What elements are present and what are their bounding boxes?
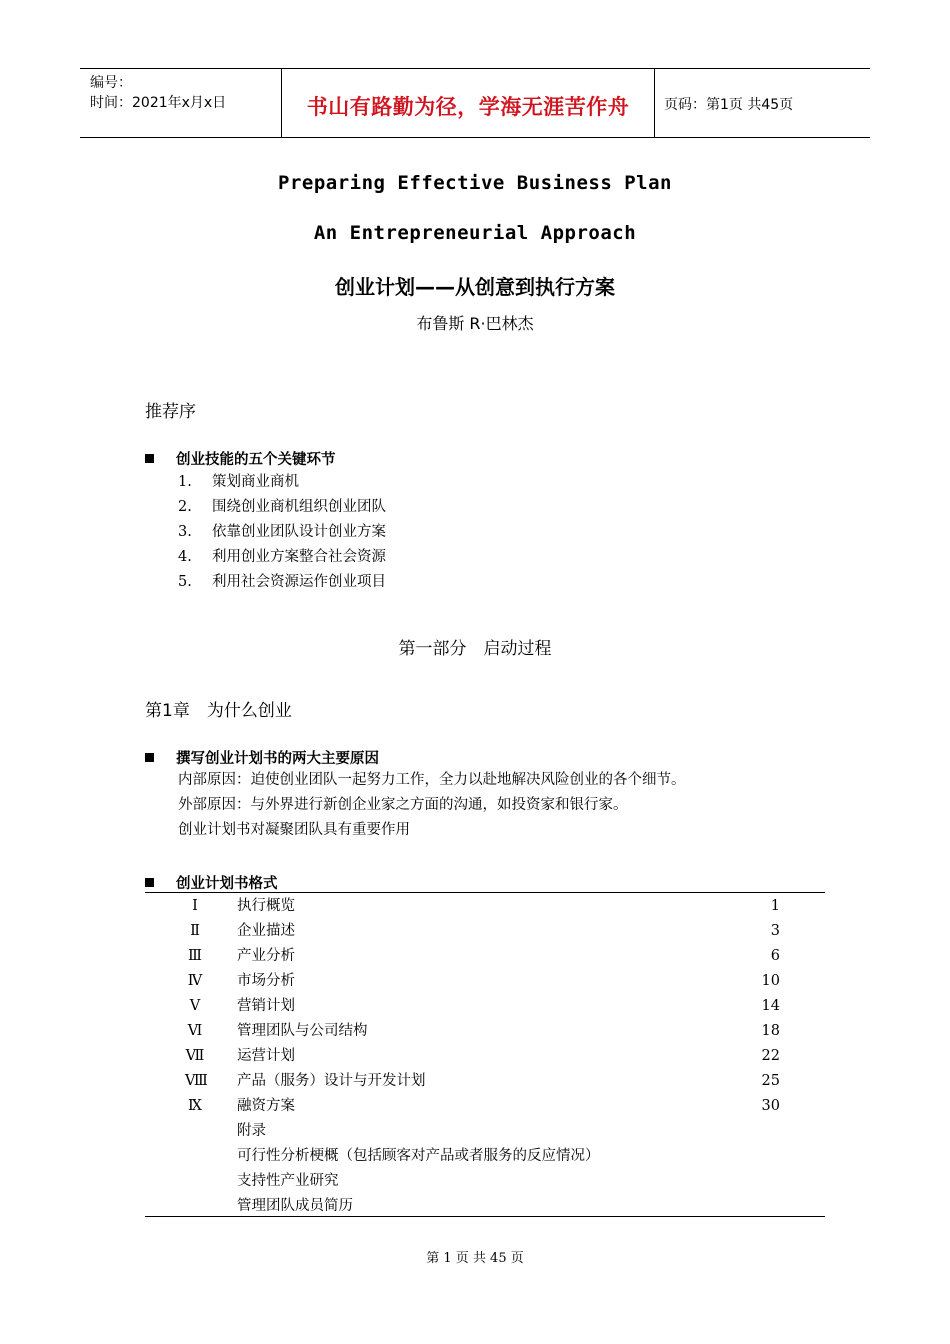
list-item: 1. 策划商业商机 [178,474,299,490]
body-line: 外部原因：与外界进行新创企业家之方面的沟通，如投资家和银行家。 [178,797,628,813]
title-chinese: 创业计划——从创意到执行方案 [335,275,615,299]
table-row: 支持性产业研究 [237,1173,339,1189]
table-top-rule [145,892,825,893]
list-item: 2. 围绕创业商机组织创业团队 [178,499,386,515]
document-header [80,68,870,138]
author: 布鲁斯 R·巴林杰 [416,314,534,333]
table-row: Ⅶ 运营计划 22 [185,1048,780,1064]
table-row: 管理团队成员简历 [237,1198,353,1214]
chapter-heading: 第1章 为什么创业 [145,701,292,721]
table-row: Ⅰ 执行概览 1 [192,898,780,914]
number-label: 编号： [90,75,132,91]
bullet-heading-reasons [145,747,379,768]
title-english-line2: An Entrepreneurial Approach [313,222,637,244]
table-row: 附录 [237,1123,266,1139]
list-item: 5. 利用社会资源运作创业项目 [178,574,386,590]
bullet-heading-skills [145,448,336,469]
header-page-info: 页码：第1页 共45页 [664,97,794,113]
square-bullet-icon [145,454,154,463]
square-bullet-icon [145,753,154,762]
table-row: Ⅳ 市场分析 10 [187,973,780,989]
header-divider [654,69,655,137]
preface-heading: 推荐序 [145,402,196,422]
reasons-body [178,768,686,843]
bullet-heading-text: 创业计划书格式 [176,876,278,892]
title-english-line1: Preparing Effective Business Plan [278,172,672,194]
body-line: 创业计划书对凝聚团队具有重要作用 [178,822,410,838]
body-line: 内部原因：迫使创业团队一起努力工作，全力以赴地解决风险创业的各个细节。 [178,772,686,788]
table-row: Ⅲ 产业分析 6 [188,948,780,964]
bullet-heading-text: 创业技能的五个关键环节 [176,452,336,468]
time-label: 时间：2021年x月x日 [90,95,227,111]
list-item: 3. 依靠创业团队设计创业方案 [178,524,386,540]
skills-list [178,470,386,595]
bullet-heading-format [145,872,278,893]
table-row: Ⅴ 营销计划 14 [189,998,780,1014]
table-row: Ⅱ 企业描述 3 [190,923,780,939]
table-row: 可行性分析梗概（包括顾客对产品或者服务的反应情况） [237,1148,600,1164]
table-row: Ⅸ 融资方案 30 [188,1098,780,1114]
part-heading: 第一部分 启动过程 [398,639,552,659]
header-motto: 书山有路勤为径，学海无涯苦作舟 [306,95,630,119]
table-row: Ⅵ 管理团队与公司结构 18 [187,1023,780,1039]
table-row: Ⅷ 产品（服务）设计与开发计划 25 [185,1073,780,1089]
square-bullet-icon [145,878,154,887]
list-item: 4. 利用创业方案整合社会资源 [178,549,386,565]
page-footer: 第 1 页 共 45 页 [426,1251,524,1266]
bullet-heading-text: 撰写创业计划书的两大主要原因 [176,751,379,767]
header-meta [90,73,226,113]
table-bottom-rule [145,1216,825,1217]
